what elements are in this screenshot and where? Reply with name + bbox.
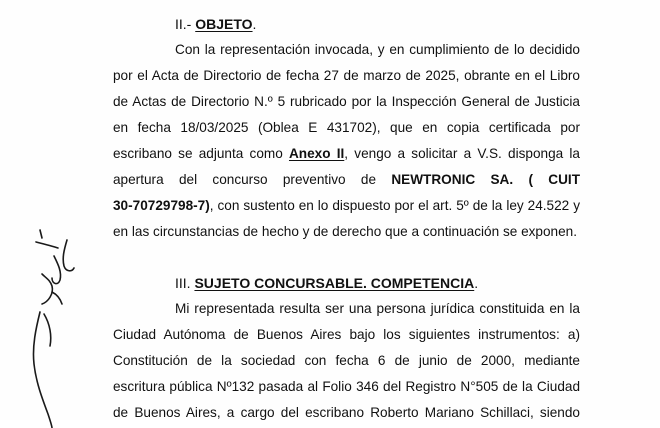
- section-number: III.: [175, 275, 195, 291]
- line-text: apertura del concurso preventivo de: [113, 172, 392, 187]
- line-text: , con sustento en lo dispuesto por el art. 5º de la ley 24.522 y: [209, 198, 580, 213]
- section-heading-sujeto-concursable: [175, 274, 478, 292]
- paragraph-line: [113, 197, 580, 215]
- section-title: OBJETO: [195, 16, 253, 32]
- cuit-number: 30-70729798-7): [113, 198, 210, 213]
- section-number: II.-: [175, 16, 196, 32]
- paragraph-line: escritura pública Nº132 pasada al Folio 346 del Registro N°505 de la Ciudad: [113, 379, 580, 394]
- paragraph-line: por el Acta de Directorio de fecha 27 de marzo de 2025, obrante en el Libro: [113, 68, 580, 83]
- section-heading-objeto: [175, 15, 256, 33]
- paragraph-line: Con la representación invocada, y en cumplimiento de lo decidido: [175, 42, 580, 57]
- handwritten-signature: [22, 228, 92, 428]
- paragraph-line: Ciudad Autónoma de Buenos Aires bajo los siguientes instrumentos: a): [113, 327, 580, 342]
- line-text: escribano se adjunta como: [113, 146, 289, 161]
- paragraph-line: Constitución de la sociedad con fecha 6 de junio de 2000, mediante: [113, 353, 580, 368]
- section-title-suffix: .: [252, 16, 257, 32]
- paragraph-line: [113, 145, 580, 163]
- paragraph-line: en fecha 18/03/2025 (Oblea E 431702), que en copia certificada por: [113, 120, 580, 135]
- line-text: , vengo a solicitar a V.S. disponga la: [344, 146, 580, 161]
- annex-reference: Anexo II: [288, 146, 345, 161]
- section-title-suffix: .: [474, 275, 479, 291]
- company-name: NEWTRONIC SA. ( CUIT: [391, 172, 581, 187]
- paragraph-line: de Buenos Aires, a cargo del escribano Roberto Mariano Schillaci, siendo: [113, 405, 580, 420]
- paragraph-line: [113, 171, 580, 189]
- paragraph-line: de Actas de Directorio N.º 5 rubricado por la Inspección General de Justicia: [113, 94, 580, 109]
- paragraph-line: Mi representada resulta ser una persona jurídica constituida en la: [175, 301, 580, 316]
- paragraph-line: en las circunstancias de hecho y de derecho que a continuación se exponen.: [113, 224, 578, 239]
- section-title: SUJETO CONCURSABLE. COMPETENCIA: [194, 275, 475, 291]
